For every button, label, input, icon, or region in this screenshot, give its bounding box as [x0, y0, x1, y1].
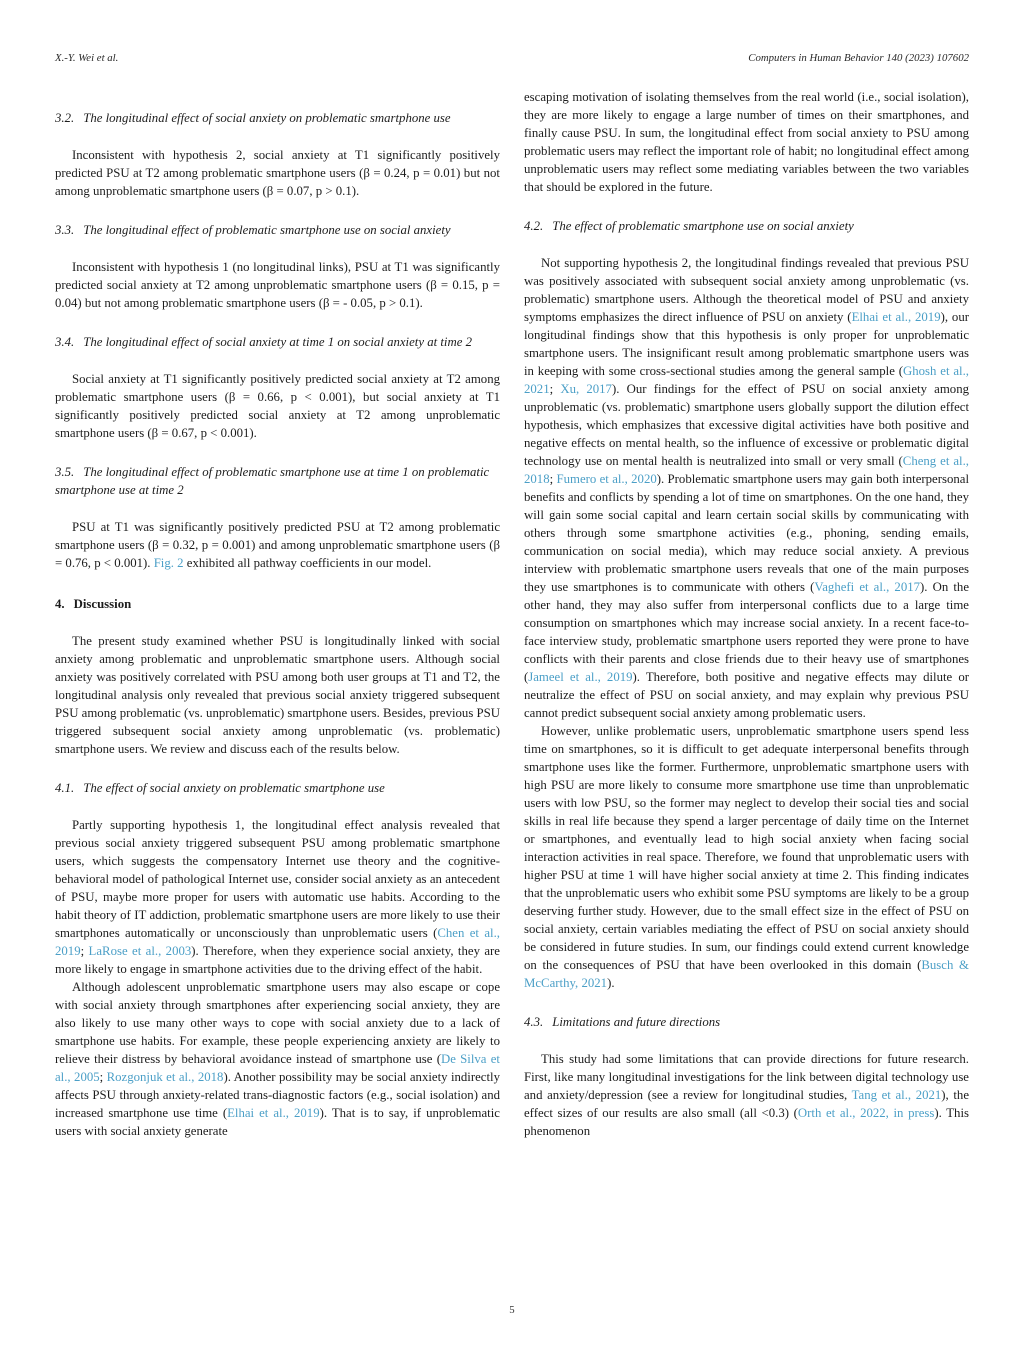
citation-link[interactable]: Fig. 2: [153, 556, 184, 570]
citation-link[interactable]: De Silva et al., 2005: [55, 1052, 500, 1084]
section-title: The effect of problematic smartphone use on social anxiety: [552, 219, 854, 233]
text-run: ). Therefore, when they experience social anxiety, they are more likely to engage in smartphone activities due to the driving effect of the habit.: [55, 944, 500, 976]
text-run: PSU at T1 was significantly positively predicted PSU at T2 among problematic smartphone users (β = 0.32, p = 0.001) and among unproblematic smartphone users (β = 0.76, p < 0.001).: [55, 520, 500, 570]
journal-citation: Computers in Human Behavior 140 (2023) 107602: [748, 52, 969, 64]
section-heading: [55, 779, 500, 797]
text-run: Not supporting hypothesis 2, the longitudinal findings revealed that previous PSU was positively associated with subsequent social anxiety among unproblematic (vs. problematic) smartphone users. Although the theoretical model of PSU and anxiety symptoms emphasizes the direct influence of PSU on anxiety (: [524, 256, 969, 324]
running-header: [55, 52, 969, 64]
section-number: 3.4.: [55, 335, 75, 349]
page-number: 5: [509, 1304, 515, 1316]
section-heading: [55, 221, 500, 239]
section-heading: [55, 463, 500, 499]
citation-link[interactable]: Elhai et al., 2019: [851, 310, 941, 324]
text-run: Inconsistent with hypothesis 2, social anxiety at T1 significantly positively predicted PSU at T2 among problematic smartphone users (β = 0.24, p = 0.01) but not among unproblematic smartphone users (β = 0.07, p > 0.1).: [55, 148, 500, 198]
text-run: ;: [80, 944, 89, 958]
left-column: [55, 88, 500, 1140]
section-number: 4.: [55, 597, 65, 611]
text-run: ). On the other hand, they may also suffer from interpersonal conflicts due to a large time consumption on smartphones which may increase social anxiety. In a recent face-to-face interview study, problematic smartphone users reported they were prone to have conflicts with their parents and close friends due to their heavy use of smartphones (: [524, 580, 969, 684]
text-run: Although adolescent unproblematic smartphone users may also escape or cope with social anxiety through smartphones after experiencing social anxiety, they are also likely to use many other ways to cope with social anxiety due to a lack of smartphone use habits. For example, these people experiencing anxiety are likely to relieve their distress by behavioral avoidance instead of smartphone use (: [55, 980, 500, 1066]
paragraph: [55, 632, 500, 758]
text-run: However, unlike problematic users, unproblematic smartphone users spend less time on smartphones, so it is difficult to get adequate interpersonal benefits through smartphone uses like the former. Furthermore, unproblematic smartphone users with high PSU are more likely to consume more smartphone use time than unproblematic users with low PSU, so the former may neglect to develop their social ties and social skills in real life because they spend a larger percentage of daily time on the Internet or smartphones, and eventually lead to high social anxiety when facing social interaction activities in real space. Therefore, we found that unproblematic users with higher PSU at time 1 will have higher social anxiety at time 2. This finding indicates that the unproblematic users who exhibit some PSU symptoms are likely to be a group deserving further study. However, due to the small effect size in the effect of PSU on social anxiety, certain variables mediating the effect of PSU on social anxiety should be considered in future studies. In sum, our findings could extend current knowledge on the consequences of PSU that have been overlooked in this domain (: [524, 724, 969, 972]
section-heading: [55, 595, 500, 613]
citation-link[interactable]: Orth et al., 2022, in press: [797, 1106, 935, 1120]
section-heading: [524, 1013, 969, 1031]
two-column-body: [55, 88, 969, 1140]
text-run: ).: [607, 976, 615, 990]
section-number: 4.1.: [55, 781, 75, 795]
paragraph: [55, 258, 500, 312]
text-run: ). This phenomenon: [524, 1106, 969, 1138]
text-run: ). Problematic smartphone users may gain both interpersonal benefits and conflicts by spending a lot of time on smartphones. On the one hand, they will gain some social capital and learn certain social skills by communicating with others through some smartphone activities (e.g., phoning, sending emails, communication on social media), which may reduce social anxiety. A previous interview with problematic smartphone users reveals that one of the main purposes they use smartphones is to communicate with others (: [524, 472, 970, 594]
text-run: Partly supporting hypothesis 1, the longitudinal effect analysis revealed that previous social anxiety triggered subsequent PSU among problematic smartphone users, which suggests the compensatory Internet use theory and the cognitive-behavioral model of pathological Internet use, consider social anxiety as an antecedent of PSU, maybe more proper for users with automatic use habits. According to the habit theory of IT addiction, problematic smartphone users are more likely to use their smartphones automatically or unconsciously than unproblematic users (: [55, 818, 500, 940]
section-heading: [55, 333, 500, 351]
section-heading: [524, 217, 969, 235]
paragraph: [55, 978, 500, 1140]
section-title: Limitations and future directions: [552, 1015, 721, 1029]
text-run: The present study examined whether PSU is longitudinally linked with social anxiety among problematic and unproblematic smartphone users. Although social anxiety was positively correlated with PSU among both user groups at T1 and T2, the longitudinal analysis only revealed that previous social anxiety triggered subsequent PSU among problematic (vs. unproblematic) smartphone users. Besides, previous PSU triggered subsequent social anxiety among unproblematic (vs. problematic) smartphone users. We review and discuss each of the results below.: [55, 634, 500, 756]
paragraph: [55, 370, 500, 442]
text-run: ). Another possibility may be social anxiety indirectly affects PSU through anxiety-related trans-diagnostic factors (e.g., social isolation) and increased smartphone use time (: [55, 1070, 500, 1120]
text-run: ;: [549, 382, 561, 396]
section-number: 4.2.: [524, 219, 544, 233]
paragraph: [55, 518, 500, 572]
citation-link[interactable]: Cheng et al., 2018: [524, 454, 969, 486]
text-run: ). Therefore, both positive and negative effects may dilute or neutralize the effect of PSU on social anxiety, and may explain why previous PSU cannot predict subsequent social anxiety among problematic users.: [524, 670, 969, 720]
section-title: The longitudinal effect of social anxiety on problematic smartphone use: [83, 111, 451, 125]
section-number: 3.2.: [55, 111, 75, 125]
text-run: ;: [549, 472, 557, 486]
citation-link[interactable]: Tang et al., 2021: [851, 1088, 942, 1102]
section-number: 3.5.: [55, 465, 75, 479]
paragraph: [524, 722, 969, 992]
paragraph: [524, 1050, 969, 1140]
section-title: The effect of social anxiety on problematic smartphone use: [83, 781, 385, 795]
section-title: The longitudinal effect of problematic smartphone use at time 1 on problematic smartphone use at time 2: [55, 465, 490, 497]
citation-link[interactable]: Xu, 2017: [560, 382, 612, 396]
citation-link[interactable]: Jameel et al., 2019: [528, 670, 633, 684]
citation-link[interactable]: Rozgonjuk et al., 2018: [106, 1070, 224, 1084]
section-title: The longitudinal effect of problematic smartphone use on social anxiety: [83, 223, 451, 237]
citation-link[interactable]: Fumero et al., 2020: [556, 472, 657, 486]
text-run: ;: [99, 1070, 107, 1084]
section-title: The longitudinal effect of social anxiety at time 1 on social anxiety at time 2: [83, 335, 473, 349]
section-title: Discussion: [73, 597, 132, 611]
paragraph: [55, 146, 500, 200]
right-column: [524, 88, 969, 1140]
citation-link[interactable]: Chen et al., 2019: [55, 926, 500, 958]
text-run: This study had some limitations that can provide directions for future research. First, like many longitudinal investigations for the link between digital technology use and anxiety/depression (see a review for longitudinal studies,: [524, 1052, 969, 1102]
text-run: escaping motivation of isolating themselves from the real world (i.e., social isolation), they are more likely to engage a large number of times on their smartphones, and finally cause PSU. In sum, the longitudinal effect from social anxiety to PSU among problematic users may reflect the important role of habit; no longitudinal effect among unproblematic users may reflect some mediating variables between the two variables that should be explored in the future.: [524, 90, 969, 194]
citation-link[interactable]: Elhai et al., 2019: [227, 1106, 320, 1120]
citation-link[interactable]: Vaghefi et al., 2017: [814, 580, 921, 594]
section-heading: [55, 109, 500, 127]
section-number: 4.3.: [524, 1015, 544, 1029]
text-run: Inconsistent with hypothesis 1 (no longitudinal links), PSU at T1 was significantly predicted social anxiety at T2 among unproblematic smartphone users (β = 0.15, p = 0.04) but not among problematic smartphone users (β = - 0.05, p > 0.1).: [55, 260, 500, 310]
running-author: X.-Y. Wei et al.: [55, 52, 119, 64]
text-run: ). That is to say, if unproblematic users with social anxiety generate: [55, 1106, 500, 1138]
paragraph: [524, 254, 969, 722]
citation-link[interactable]: Busch & McCarthy, 2021: [524, 958, 969, 990]
text-run: exhibited all pathway coefficients in our model.: [183, 556, 432, 570]
citation-link[interactable]: LaRose et al., 2003: [88, 944, 192, 958]
paragraph: [524, 88, 969, 196]
text-run: Social anxiety at T1 significantly positively predicted social anxiety at T2 among problematic smartphone users (β = 0.66, p < 0.001), but social anxiety at T1 significantly positively predicted social anxiety at T2 among unproblematic smartphone users (β = 0.67, p < 0.001).: [55, 372, 500, 440]
paragraph: [55, 816, 500, 978]
text-run: ), the effect sizes of our results are also small (all <0.3) (: [524, 1088, 969, 1120]
section-number: 3.3.: [55, 223, 75, 237]
text-run: ). Our findings for the effect of PSU on social anxiety among unproblematic (vs. problematic) smartphone users globally support the dilution effect hypothesis, which emphasizes that excessive digital activities have both positive and negative effects on mental health, so the influence of excessive or problematic digital technology use on mental health is neutralized into small or very small (: [524, 382, 970, 468]
citation-link[interactable]: Ghosh et al., 2021: [524, 364, 969, 396]
text-run: ), our longitudinal findings show that this hypothesis is only proper for unproblematic smartphone users. The insignificant result among problematic smartphone users was in keeping with some cross-sectional studies among the general sample (: [524, 310, 969, 378]
